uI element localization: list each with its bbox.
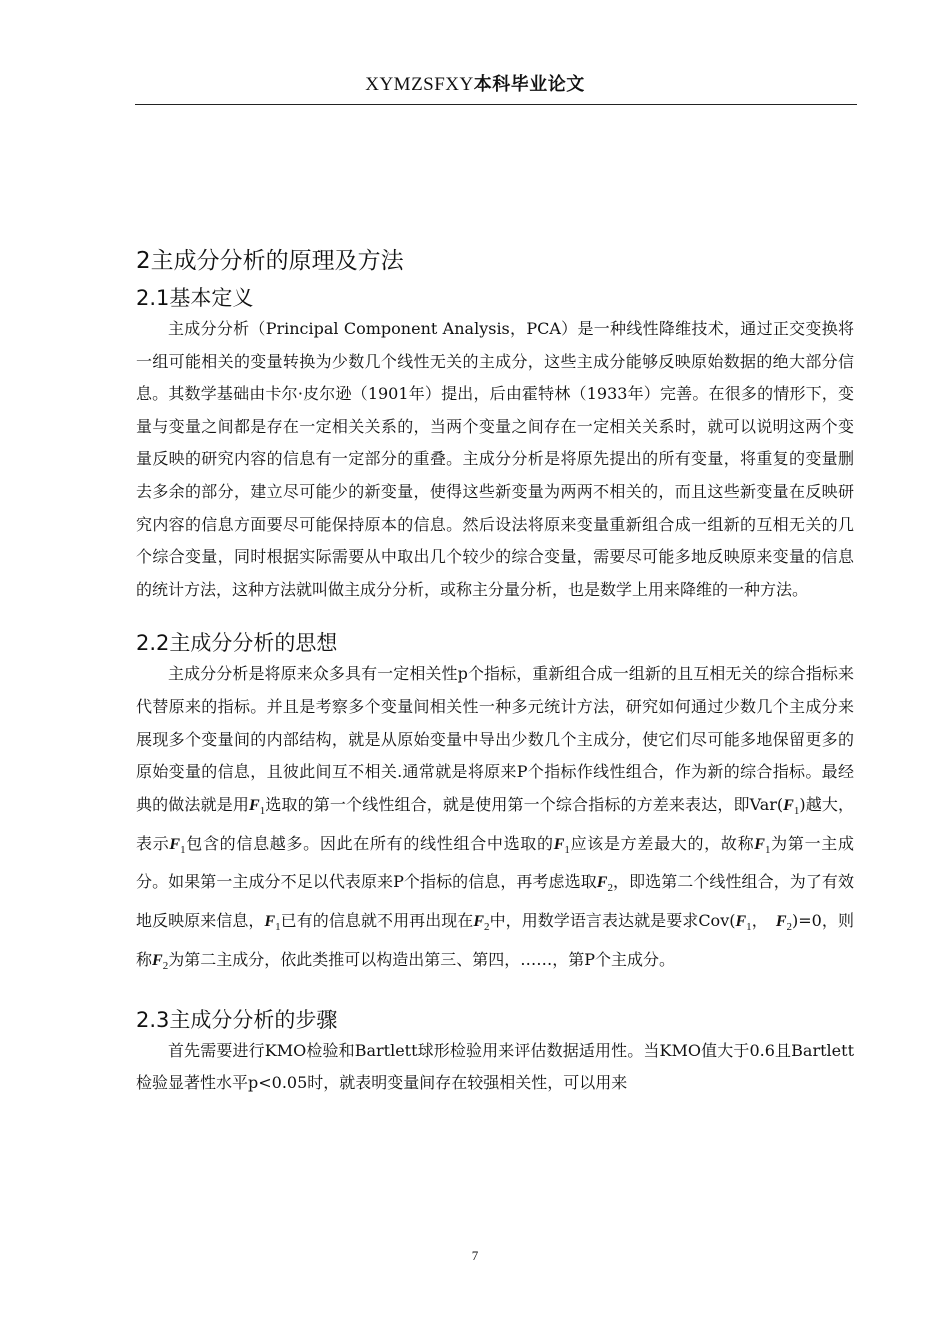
- section-2-3-paragraph: 首先需要进行KMO检验和Bartlett球形检验用来评估数据适用性。当KMO值大于0.6且Bartlett检验显著性水平p<0.05时，就表明变量间存在较强相关性，可以用来: [136, 1040, 854, 1093]
- text-run: 为第二主成分，依此类推可以构造出第三、第四，……，第P个主成分。: [168, 949, 675, 969]
- math-var: $F_2$: [152, 951, 169, 973]
- header-title-latin: XYMZSFXY: [365, 74, 474, 95]
- page-body: [136, 245, 854, 1100]
- text-run: 已有的信息就不用再出现在: [280, 911, 474, 931]
- chapter-heading: 2主成分分析的原理及方法: [136, 248, 404, 274]
- math-var: $F_1$: [249, 796, 266, 817]
- math-var: $F_1$: [264, 913, 281, 934]
- math-var: $F_1$: [783, 796, 800, 817]
- running-header: [0, 70, 950, 96]
- text-run: )越大，表示: [136, 794, 854, 853]
- header-title-cn: 本科毕业论文: [473, 74, 585, 95]
- math-var: $F_2$: [596, 874, 613, 895]
- text-run: 为第一主成分。如果第一主成分不足以代表原来P个指标的信息，再考虑选取: [136, 833, 854, 892]
- math-var: $F_2$: [775, 913, 792, 934]
- math-var: $F_1$: [735, 913, 752, 934]
- text-run: 中，用数学语言表达就是要求Cov(: [489, 911, 736, 931]
- text-run: 应该是方差最大的，故称: [569, 833, 755, 853]
- text-run: )=0，则称: [136, 911, 854, 969]
- text-run: 主成分分析是将原来众多具有一定相关性p个指标，重新组合成一组新的且互相无关的综合指标来代替原来的指标。并且是考察多个变量间相关性一种多元统计方法，研究如何通过少数几个主成分来展现多个变量间的内部结构，就是从原始变量中导出少数几个主成分，使它们尽可能多地保留更多的原始变量的信息，且彼此间互不相关.通常就是将原来P个指标作线性组合，作为新的综合指标。最经典的做法就是用: [136, 664, 854, 814]
- section-2-2-heading: 2.2主成分分析的思想: [136, 631, 338, 656]
- text-run: ，即选第二个线性组合，为了有效地反映原来信息，: [136, 872, 854, 931]
- section-2-2-paragraph: [136, 658, 854, 982]
- math-var: $F_2$: [473, 913, 490, 934]
- math-var: $F_1$: [169, 835, 186, 856]
- text-run: ，: [751, 911, 776, 931]
- text-run: 选取的第一个线性组合，就是使用第一个综合指标的方差来表达，即Var(: [265, 794, 784, 814]
- text-run: 包含的信息越多。因此在所有的线性组合中选取的: [185, 833, 554, 853]
- page-number: 7: [471, 1248, 479, 1263]
- section-2-1-paragraph: 主成分分析（Principal Component Analysis，PCA）是一种线性降维技术，通过正交变换将一组可能相关的变量转换为少数几个线性无关的主成分，这些主成分能够反映原始数据的绝大部分信息。其数学基础由卡尔·皮尔逊（1901年）提出，后由霍特林（1933年）完善。在很多的情形下，变量与变量之间都是存在一定相关关系的，当两个变量之间存在一定相关关系时，就可以说明这两个变量反映的研究内容的信息有一定部分的重叠。主成分分析是将原先提出的所有变量，将重复的变量删去多余的部分，建立尽可能少的新变量，使得这些新变量为两两不相关的，而且这些新变量在反映研究内容的信息方面要尽可能保持原本的信息。然后设法将原来变量重新组合成一组新的互相无关的几个综合变量，同时根据实际需要从中取出几个较少的综合变量，需要尽可能多地反映原来变量的信息的统计方法，这种方法就叫做主成分分析，或称主分量分析，也是数学上用来降维的一种方法。: [136, 319, 854, 599]
- section-2-1-heading: 2.1基本定义: [136, 286, 254, 310]
- header-rule: [135, 104, 857, 105]
- math-var: $F_1$: [754, 835, 771, 856]
- math-var: $F_1$: [553, 835, 570, 856]
- section-2-3-heading: 2.3主成分分析的步骤: [136, 1007, 338, 1032]
